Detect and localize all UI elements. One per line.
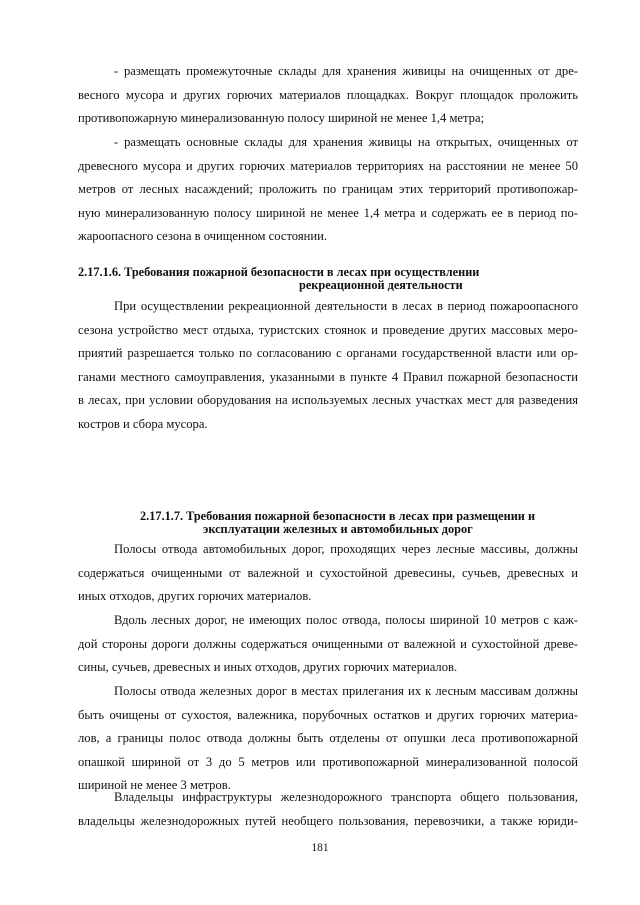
text-line: приятий разрешается только по согласованию с органами государственной власти или ор-: [78, 346, 578, 361]
paragraph-railway-owners: [78, 786, 578, 833]
text-line: ганами местного самоуправления, указанными в пункте 4 Правил пожарной безопасности: [78, 369, 578, 384]
section-heading-line: рекреационной деятельности: [299, 278, 463, 292]
text-line: костров и сбора мусора.: [78, 416, 208, 431]
text-line: - размещать основные склады для хранения живицы на открытых, очищенных от: [114, 135, 578, 149]
text-line: При осуществлении рекреационной деятельности в лесах в период пожароопасного: [114, 299, 578, 313]
text-line: содержаться очищенными от валежной и сухостойной древесины, сучьев, древесных и: [78, 565, 578, 580]
text-line: лов, а границы полос отвода должны быть отделены от опушки леса противопожарной: [78, 731, 578, 746]
text-line: Владельцы инфраструктуры железнодорожного транспорта общего пользования,: [114, 790, 578, 804]
text-line: Вдоль лесных дорог, не имеющих полос отвода, полосы шириной 10 метров с каж-: [114, 613, 578, 627]
text-line: Полосы отвода автомобильных дорог, проходящих через лесные массивы, должны: [114, 542, 578, 556]
section-heading-line: 2.17.1.6. Требования пожарной безопасности в лесах при осуществлении: [78, 265, 480, 279]
text-line: сины, сучьев, древесных и иных отходов, других горючих материалов.: [78, 660, 458, 675]
text-line: древесного мусора и других горючих материалов территориях на расстоянии не менее 50: [78, 158, 578, 173]
text-line: дой стороны дороги должны содержаться очищенными от валежной и сухостойной древе-: [78, 636, 578, 651]
text-line: быть очищены от сухостоя, валежника, порубочных остатков и других горючих материа-: [78, 707, 578, 722]
text-line: сезона устройство мест отдыха, туристских стоянок и проведение других массовых меро-: [78, 322, 578, 337]
paragraph-recreation: [78, 295, 578, 437]
text-line: опашкой шириной от 3 до 5 метров или противопожарной минерализованной полосой: [78, 754, 578, 769]
text-line: весного мусора и других горючих материалов площадках. Вокруг площадок проложить: [78, 87, 578, 102]
text-line: иных отходов, других горючих материалов.: [78, 589, 312, 604]
section-heading-line: 2.17.1.7. Требования пожарной безопасности в лесах при размещении и: [140, 509, 536, 523]
text-line: - размещать промежуточные склады для хранения живицы на очищенных от дре-: [114, 64, 578, 78]
text-line: владельцы железнодорожных путей необщего пользования, перевозчики, а также юриди-: [78, 813, 578, 828]
text-line: ную минерализованную полосу шириной не менее 1,4 метра и содержать ее в период по-: [78, 205, 578, 220]
text-line: в лесах, при условии оборудования на используемых лесных участках мест для разведения: [78, 393, 578, 408]
text-line: Полосы отвода железных дорог в местах прилегания их к лесным массивам должны: [114, 684, 578, 698]
text-line: метров от лесных насаждений; проложить по границам этих территорий противопожар-: [78, 182, 578, 197]
paragraph-intermediate-storage: [78, 60, 578, 131]
paragraph-forest-roads: [78, 609, 578, 680]
text-line: противопожарную минерализованную полосу шириной не менее 1,4 метра;: [78, 111, 485, 126]
paragraph-railway-allotment: [78, 680, 578, 798]
paragraph-main-storage: [78, 131, 578, 249]
section-heading-line: эксплуатации железных и автомобильных дорог: [203, 522, 473, 536]
text-line: шириной не менее 3 метров.: [78, 778, 231, 793]
text-line: жароопасного сезона в очищенном состоянии.: [78, 229, 328, 244]
page-number: 181: [311, 842, 329, 854]
paragraph-road-allotment: [78, 538, 578, 609]
